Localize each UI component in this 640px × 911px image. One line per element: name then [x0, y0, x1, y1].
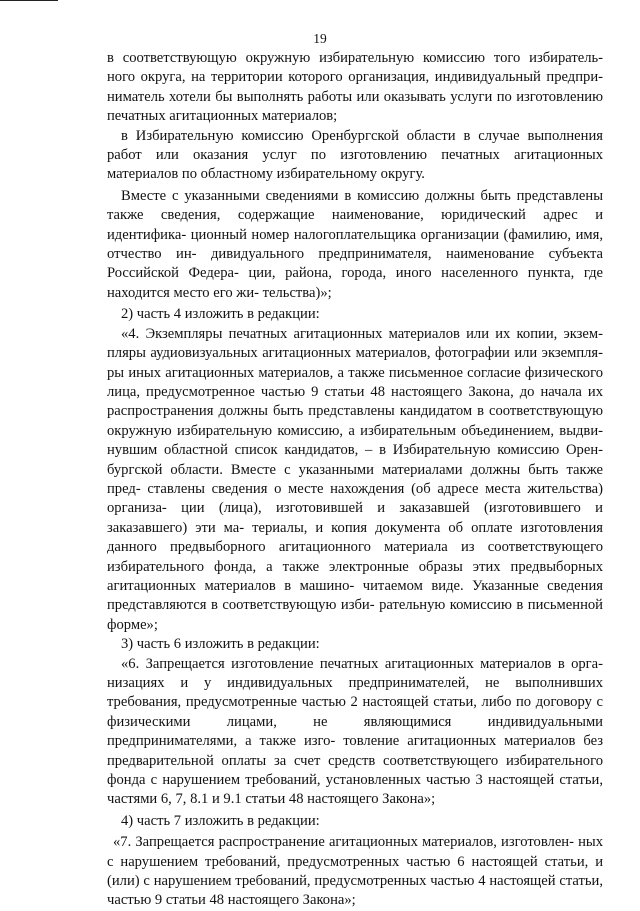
- amendment-part-4-text: «4. Экземпляры печатных агитационных материалов или их копии, экзем- пляры аудиовизуальных агитационных материалов, фотографии или экземпля- ры иных агитационных материалов, а также письменное согласие физического лица, предусмотренное частью 9 статьи 48 настоящего Закона, до начала их распространения должны быть представлены кандидатом в соответствующую окружную избирательную комиссию, а избирательным объединением, выдви- нувшим областной список кандидатов, – в Избирательную комиссию Орен- бургской области. Вместе с указанными материалами должны быть также пред- ставлены сведения о месте нахождения (об адресе места жительства) организа- ции (лица), изготовившей и заказавшей (изготовившего и заказавшего) эти ма- териалы, и копия документа об оплате изготовления данного предвыборного агитационного материала из соответствующего избирательного фонда, а также электронные образы этих предвыборных агитационных материалов в машино- читаемом виде. Указанные сведения представляются в соответствующую изби- рательную комиссию в письменной форме»;: [107, 325, 603, 633]
- corner-mark: [0, 0, 58, 1]
- paragraph-regional-commission: в Избирательную комиссию Оренбургской области в случае выполнения работ или оказания услуг по изготовлению печатных агитационных материалов по областному избирательному округу.: [107, 127, 603, 183]
- amendment-part-4-heading: 2) часть 4 изложить в редакции:: [121, 306, 320, 323]
- amendment-part-7-text: «7. Запрещается распространение агитационных материалов, изготовлен- ных с нарушением требований, предусмотренных частью 6 настоящей статьи, и (или) с нарушением требований, предусмотренных частью 4 настоящей статьи, частью 9 статьи 48 настоящего Закона»;: [107, 834, 603, 909]
- page-number: 19: [313, 31, 327, 46]
- paragraph-district-commission: в соответствующую окружную избирательную комиссию того избиратель- ного округа, на территории которого организация, индивидуальный предпри- ниматель хотели бы выполнять работы или оказывать услуги по изготовлению печатных агитационных материалов;: [107, 50, 603, 125]
- document-body: [107, 49, 603, 911]
- amendment-part-6-text: «6. Запрещается изготовление печатных агитационных материалов в орга- низациях и у индивидуальных предпринимателей, не выполнивших требования, предусмотренные частью 2 настоящей статьи, либо по договору с физическими лицами, не являющимися индивидуальными предпринимателями, а также изго- товление агитационных материалов без предварительной оплаты за счет средств соответствующего избирательного фонда с нарушением требований, установленных частью 3 настоящей статьи, частями 6, 7, 8.1 и 9.1 статьи 48 настоящего Закона»;: [107, 655, 603, 808]
- paragraph-additional-info: Вместе с указанными сведениями в комиссию должны быть представлены также сведения, содержащие наименование, юридический адрес и идентифика- ционный номер налогоплательщика организации (фамилию, имя, отчество ин- дивидуального предпринимателя, наименование субъекта Российской Федера- ции, района, города, иного населенного пункта, где находится место его жи- тельства)»;: [107, 187, 603, 301]
- amendment-part-7-heading: 4) часть 7 изложить в редакции:: [121, 812, 320, 829]
- amendment-part-6-heading: 3) часть 6 изложить в редакции:: [121, 636, 320, 653]
